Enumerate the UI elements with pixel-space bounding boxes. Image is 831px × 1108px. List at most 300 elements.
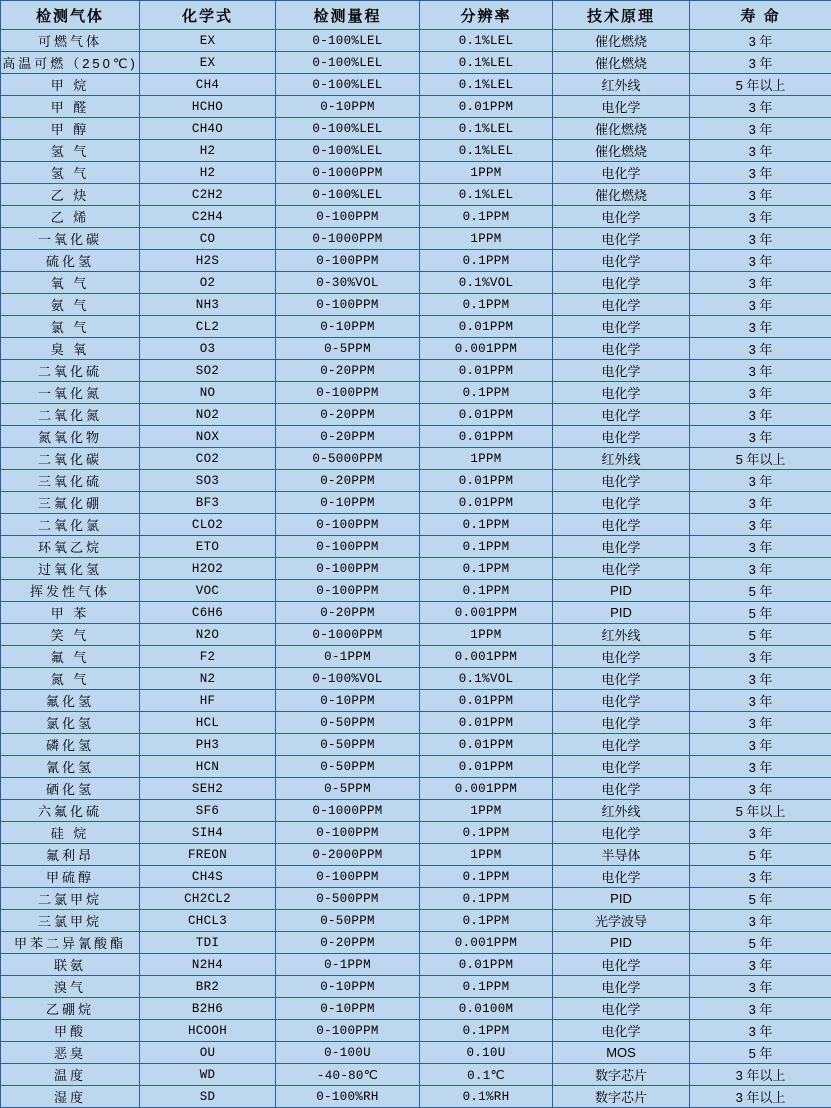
cell-lifetime: 3 年	[690, 866, 831, 888]
cell-gas-name: 臭 氧	[1, 338, 140, 360]
cell-resolution: 0.01PPM	[420, 316, 553, 338]
cell-gas-name: 磷化氢	[1, 734, 140, 756]
cell-lifetime: 3 年	[690, 822, 831, 844]
cell-technical-principle: 电化学	[553, 954, 690, 976]
cell-gas-name: 甲 醇	[1, 118, 140, 140]
cell-gas-name: 挥发性气体	[1, 580, 140, 602]
cell-detection-range: 0-100PPM	[276, 250, 420, 272]
cell-resolution: 0.01PPM	[420, 426, 553, 448]
table-row	[1, 1020, 831, 1042]
cell-gas-name: 氟 气	[1, 646, 140, 668]
column-header-lifetime: 寿 命	[690, 1, 831, 30]
cell-gas-name: 恶臭	[1, 1042, 140, 1064]
cell-lifetime: 3 年	[690, 316, 831, 338]
cell-chemical-formula: CO2	[140, 448, 276, 470]
cell-chemical-formula: CH2CL2	[140, 888, 276, 910]
table-row	[1, 470, 831, 492]
cell-detection-range: 0-100PPM	[276, 206, 420, 228]
cell-resolution: 1PPM	[420, 162, 553, 184]
cell-detection-range: 0-30%VOL	[276, 272, 420, 294]
cell-detection-range: 0-2000PPM	[276, 844, 420, 866]
cell-resolution: 0.1PPM	[420, 1020, 553, 1042]
table-row	[1, 734, 831, 756]
cell-resolution: 0.01PPM	[420, 96, 553, 118]
cell-detection-range: 0-100U	[276, 1042, 420, 1064]
cell-lifetime: 3 年	[690, 646, 831, 668]
cell-detection-range: 0-100%RH	[276, 1086, 420, 1108]
cell-gas-name: 氨 气	[1, 294, 140, 316]
cell-detection-range: 0-100PPM	[276, 580, 420, 602]
cell-detection-range: 0-100%LEL	[276, 118, 420, 140]
cell-lifetime: 3 年	[690, 514, 831, 536]
cell-lifetime: 3 年	[690, 404, 831, 426]
table-row	[1, 866, 831, 888]
cell-gas-name: 乙硼烷	[1, 998, 140, 1020]
table-row	[1, 844, 831, 866]
cell-chemical-formula: CH4O	[140, 118, 276, 140]
table-row	[1, 602, 831, 624]
cell-detection-range: 0-1PPM	[276, 954, 420, 976]
cell-gas-name: 三氟化硼	[1, 492, 140, 514]
cell-technical-principle: 电化学	[553, 426, 690, 448]
cell-resolution: 0.1%LEL	[420, 184, 553, 206]
cell-resolution: 1PPM	[420, 448, 553, 470]
cell-chemical-formula: HF	[140, 690, 276, 712]
cell-detection-range: 0-1000PPM	[276, 800, 420, 822]
cell-lifetime: 5 年以上	[690, 800, 831, 822]
cell-technical-principle: 电化学	[553, 1020, 690, 1042]
cell-gas-name: 笑 气	[1, 624, 140, 646]
cell-resolution: 0.001PPM	[420, 778, 553, 800]
cell-detection-range: 0-100PPM	[276, 866, 420, 888]
cell-resolution: 0.10U	[420, 1042, 553, 1064]
cell-technical-principle: 催化燃烧	[553, 140, 690, 162]
cell-chemical-formula: SD	[140, 1086, 276, 1108]
cell-lifetime: 3 年	[690, 778, 831, 800]
table-row	[1, 382, 831, 404]
table-row	[1, 272, 831, 294]
table-row	[1, 998, 831, 1020]
cell-resolution: 0.1%VOL	[420, 668, 553, 690]
cell-detection-range: 0-500PPM	[276, 888, 420, 910]
cell-lifetime: 3 年	[690, 690, 831, 712]
cell-lifetime: 3 年	[690, 250, 831, 272]
cell-resolution: 0.1PPM	[420, 910, 553, 932]
cell-technical-principle: 红外线	[553, 74, 690, 96]
cell-resolution: 0.01PPM	[420, 712, 553, 734]
cell-detection-range: 0-20PPM	[276, 932, 420, 954]
cell-technical-principle: 光学波导	[553, 910, 690, 932]
cell-resolution: 0.1PPM	[420, 514, 553, 536]
cell-gas-name: 湿度	[1, 1086, 140, 1108]
cell-detection-range: 0-10PPM	[276, 96, 420, 118]
cell-technical-principle: 电化学	[553, 558, 690, 580]
cell-resolution: 0.1PPM	[420, 536, 553, 558]
cell-gas-name: 氯 气	[1, 316, 140, 338]
cell-chemical-formula: SO2	[140, 360, 276, 382]
table-row	[1, 822, 831, 844]
table-row	[1, 360, 831, 382]
cell-technical-principle: 电化学	[553, 338, 690, 360]
cell-chemical-formula: SF6	[140, 800, 276, 822]
cell-resolution: 0.01PPM	[420, 404, 553, 426]
cell-detection-range: 0-100PPM	[276, 382, 420, 404]
cell-chemical-formula: C2H2	[140, 184, 276, 206]
cell-gas-name: 二氧化氯	[1, 514, 140, 536]
cell-gas-name: 硅 烷	[1, 822, 140, 844]
table-row	[1, 74, 831, 96]
cell-detection-range: 0-10PPM	[276, 316, 420, 338]
cell-resolution: 0.1PPM	[420, 866, 553, 888]
cell-resolution: 1PPM	[420, 800, 553, 822]
cell-chemical-formula: WD	[140, 1064, 276, 1086]
table-row	[1, 668, 831, 690]
table-row	[1, 888, 831, 910]
cell-chemical-formula: NO2	[140, 404, 276, 426]
cell-technical-principle: 半导体	[553, 844, 690, 866]
table-row	[1, 184, 831, 206]
cell-chemical-formula: PH3	[140, 734, 276, 756]
cell-chemical-formula: HCN	[140, 756, 276, 778]
cell-chemical-formula: CL2	[140, 316, 276, 338]
table-row	[1, 118, 831, 140]
cell-gas-name: 二氧化碳	[1, 448, 140, 470]
cell-gas-name: 甲酸	[1, 1020, 140, 1042]
cell-technical-principle: 电化学	[553, 998, 690, 1020]
cell-gas-name: 甲苯二异氰酸酯	[1, 932, 140, 954]
table-row	[1, 514, 831, 536]
cell-gas-name: 三氯甲烷	[1, 910, 140, 932]
cell-gas-name: 硫化氢	[1, 250, 140, 272]
table-row	[1, 1086, 831, 1108]
cell-lifetime: 3 年	[690, 976, 831, 998]
cell-technical-principle: 催化燃烧	[553, 52, 690, 74]
cell-resolution: 0.1%LEL	[420, 30, 553, 52]
cell-resolution: 0.1PPM	[420, 250, 553, 272]
cell-lifetime: 3 年	[690, 910, 831, 932]
cell-gas-name: 氧 气	[1, 272, 140, 294]
cell-resolution: 0.1PPM	[420, 822, 553, 844]
cell-resolution: 0.1PPM	[420, 976, 553, 998]
cell-chemical-formula: NO	[140, 382, 276, 404]
cell-gas-name: 联氨	[1, 954, 140, 976]
cell-chemical-formula: N2H4	[140, 954, 276, 976]
cell-lifetime: 5 年	[690, 888, 831, 910]
cell-technical-principle: 电化学	[553, 690, 690, 712]
cell-lifetime: 3 年	[690, 426, 831, 448]
cell-lifetime: 3 年	[690, 140, 831, 162]
cell-technical-principle: 电化学	[553, 734, 690, 756]
cell-detection-range: 0-10PPM	[276, 976, 420, 998]
cell-resolution: 0.01PPM	[420, 690, 553, 712]
cell-technical-principle: PID	[553, 888, 690, 910]
table-row	[1, 712, 831, 734]
cell-resolution: 0.1%RH	[420, 1086, 553, 1108]
cell-chemical-formula: C6H6	[140, 602, 276, 624]
cell-technical-principle: 电化学	[553, 492, 690, 514]
cell-lifetime: 3 年以上	[690, 1086, 831, 1108]
table-row	[1, 162, 831, 184]
cell-lifetime: 5 年	[690, 602, 831, 624]
cell-resolution: 0.1%LEL	[420, 140, 553, 162]
cell-technical-principle: PID	[553, 932, 690, 954]
cell-detection-range: 0-100%LEL	[276, 30, 420, 52]
cell-lifetime: 3 年	[690, 998, 831, 1020]
cell-technical-principle: 催化燃烧	[553, 118, 690, 140]
cell-chemical-formula: BF3	[140, 492, 276, 514]
cell-technical-principle: 电化学	[553, 162, 690, 184]
cell-lifetime: 3 年	[690, 382, 831, 404]
cell-gas-name: 一氧化碳	[1, 228, 140, 250]
cell-resolution: 1PPM	[420, 844, 553, 866]
cell-chemical-formula: O3	[140, 338, 276, 360]
cell-detection-range: 0-100PPM	[276, 536, 420, 558]
table-row	[1, 976, 831, 998]
cell-chemical-formula: HCL	[140, 712, 276, 734]
cell-resolution: 0.1%VOL	[420, 272, 553, 294]
cell-resolution: 0.01PPM	[420, 954, 553, 976]
column-header-formula: 化学式	[140, 1, 276, 30]
cell-lifetime: 3 年	[690, 492, 831, 514]
cell-lifetime: 3 年	[690, 52, 831, 74]
cell-lifetime: 3 年	[690, 338, 831, 360]
cell-resolution: 0.01PPM	[420, 756, 553, 778]
cell-chemical-formula: F2	[140, 646, 276, 668]
cell-technical-principle: PID	[553, 580, 690, 602]
cell-chemical-formula: TDI	[140, 932, 276, 954]
cell-gas-name: 二氧化氮	[1, 404, 140, 426]
cell-detection-range: 0-100%LEL	[276, 184, 420, 206]
cell-chemical-formula: SO3	[140, 470, 276, 492]
cell-technical-principle: 电化学	[553, 668, 690, 690]
table-row	[1, 206, 831, 228]
cell-detection-range: 0-20PPM	[276, 426, 420, 448]
cell-detection-range: 0-20PPM	[276, 360, 420, 382]
cell-resolution: 0.01PPM	[420, 734, 553, 756]
cell-detection-range: 0-1000PPM	[276, 228, 420, 250]
table-body	[1, 30, 831, 1108]
table-row	[1, 140, 831, 162]
cell-chemical-formula: BR2	[140, 976, 276, 998]
cell-gas-name: 三氧化硫	[1, 470, 140, 492]
cell-technical-principle: 红外线	[553, 448, 690, 470]
cell-technical-principle: 催化燃烧	[553, 184, 690, 206]
cell-technical-principle: 红外线	[553, 624, 690, 646]
cell-gas-name: 乙 烯	[1, 206, 140, 228]
cell-resolution: 0.001PPM	[420, 932, 553, 954]
cell-gas-name: 甲 烷	[1, 74, 140, 96]
table-row	[1, 580, 831, 602]
table-row	[1, 250, 831, 272]
table-row	[1, 910, 831, 932]
cell-detection-range: 0-50PPM	[276, 910, 420, 932]
cell-gas-name: 二氧化硫	[1, 360, 140, 382]
column-header-gas: 检测气体	[1, 1, 140, 30]
cell-resolution: 0.1PPM	[420, 888, 553, 910]
cell-gas-name: 甲 苯	[1, 602, 140, 624]
table-row	[1, 536, 831, 558]
table-row	[1, 492, 831, 514]
table-row	[1, 646, 831, 668]
cell-technical-principle: 电化学	[553, 866, 690, 888]
cell-detection-range: 0-1000PPM	[276, 162, 420, 184]
cell-lifetime: 3 年	[690, 228, 831, 250]
cell-gas-name: 可燃气体	[1, 30, 140, 52]
cell-resolution: 0.001PPM	[420, 338, 553, 360]
cell-detection-range: 0-1000PPM	[276, 624, 420, 646]
cell-detection-range: -40-80℃	[276, 1064, 420, 1086]
cell-chemical-formula: FREON	[140, 844, 276, 866]
table-row	[1, 1042, 831, 1064]
cell-detection-range: 0-100PPM	[276, 822, 420, 844]
table-row	[1, 778, 831, 800]
cell-technical-principle: 数字芯片	[553, 1086, 690, 1108]
table-row	[1, 228, 831, 250]
cell-technical-principle: 电化学	[553, 206, 690, 228]
table-row	[1, 338, 831, 360]
cell-detection-range: 0-100%LEL	[276, 140, 420, 162]
cell-technical-principle: 电化学	[553, 294, 690, 316]
cell-resolution: 0.1PPM	[420, 206, 553, 228]
cell-lifetime: 5 年	[690, 624, 831, 646]
cell-detection-range: 0-5PPM	[276, 778, 420, 800]
cell-lifetime: 3 年	[690, 470, 831, 492]
table-row	[1, 624, 831, 646]
cell-technical-principle: 电化学	[553, 514, 690, 536]
cell-technical-principle: 电化学	[553, 470, 690, 492]
cell-gas-name: 甲 醛	[1, 96, 140, 118]
cell-resolution: 0.1PPM	[420, 558, 553, 580]
table-row	[1, 404, 831, 426]
cell-resolution: 0.001PPM	[420, 602, 553, 624]
cell-gas-name: 一氧化氮	[1, 382, 140, 404]
cell-technical-principle: 电化学	[553, 228, 690, 250]
cell-resolution: 0.01PPM	[420, 360, 553, 382]
cell-resolution: 0.01PPM	[420, 470, 553, 492]
cell-chemical-formula: H2O2	[140, 558, 276, 580]
cell-detection-range: 0-20PPM	[276, 602, 420, 624]
column-header-principle: 技术原理	[553, 1, 690, 30]
cell-detection-range: 0-50PPM	[276, 734, 420, 756]
cell-detection-range: 0-100%LEL	[276, 52, 420, 74]
cell-chemical-formula: NH3	[140, 294, 276, 316]
cell-technical-principle: 电化学	[553, 712, 690, 734]
table-row	[1, 426, 831, 448]
cell-gas-name: 温度	[1, 1064, 140, 1086]
cell-resolution: 0.1%LEL	[420, 74, 553, 96]
cell-gas-name: 氮 气	[1, 668, 140, 690]
cell-lifetime: 3 年	[690, 206, 831, 228]
cell-resolution: 0.1PPM	[420, 294, 553, 316]
cell-detection-range: 0-10PPM	[276, 690, 420, 712]
cell-chemical-formula: NOX	[140, 426, 276, 448]
cell-technical-principle: 电化学	[553, 272, 690, 294]
cell-detection-range: 0-100PPM	[276, 294, 420, 316]
cell-technical-principle: 电化学	[553, 778, 690, 800]
cell-gas-name: 甲硫醇	[1, 866, 140, 888]
cell-lifetime: 5 年以上	[690, 74, 831, 96]
cell-gas-name: 高温可燃（250℃)	[1, 52, 140, 74]
cell-lifetime: 3 年	[690, 96, 831, 118]
table-row	[1, 294, 831, 316]
cell-resolution: 0.1PPM	[420, 580, 553, 602]
cell-technical-principle: 电化学	[553, 382, 690, 404]
cell-chemical-formula: CLO2	[140, 514, 276, 536]
cell-resolution: 1PPM	[420, 624, 553, 646]
cell-lifetime: 3 年	[690, 954, 831, 976]
cell-chemical-formula: N2	[140, 668, 276, 690]
cell-chemical-formula: N2O	[140, 624, 276, 646]
cell-detection-range: 0-5000PPM	[276, 448, 420, 470]
cell-lifetime: 3 年	[690, 734, 831, 756]
table-row	[1, 448, 831, 470]
cell-lifetime: 3 年	[690, 536, 831, 558]
column-header-range: 检测量程	[276, 1, 420, 30]
table-row	[1, 690, 831, 712]
cell-chemical-formula: H2	[140, 162, 276, 184]
cell-technical-principle: 电化学	[553, 822, 690, 844]
cell-lifetime: 5 年	[690, 844, 831, 866]
cell-lifetime: 5 年	[690, 580, 831, 602]
table-header-row	[1, 1, 831, 30]
cell-detection-range: 0-100PPM	[276, 514, 420, 536]
cell-detection-range: 0-50PPM	[276, 712, 420, 734]
cell-resolution: 0.01PPM	[420, 492, 553, 514]
cell-lifetime: 5 年	[690, 932, 831, 954]
cell-detection-range: 0-100%VOL	[276, 668, 420, 690]
cell-chemical-formula: CHCL3	[140, 910, 276, 932]
cell-technical-principle: 电化学	[553, 756, 690, 778]
cell-lifetime: 3 年	[690, 30, 831, 52]
cell-detection-range: 0-100%LEL	[276, 74, 420, 96]
cell-technical-principle: 电化学	[553, 536, 690, 558]
cell-lifetime: 5 年以上	[690, 448, 831, 470]
cell-chemical-formula: SIH4	[140, 822, 276, 844]
cell-gas-name: 氟利昂	[1, 844, 140, 866]
cell-chemical-formula: O2	[140, 272, 276, 294]
table-row	[1, 52, 831, 74]
cell-chemical-formula: B2H6	[140, 998, 276, 1020]
cell-lifetime: 3 年	[690, 712, 831, 734]
cell-detection-range: 0-1PPM	[276, 646, 420, 668]
table-row	[1, 756, 831, 778]
cell-chemical-formula: CO	[140, 228, 276, 250]
cell-resolution: 0.1%LEL	[420, 52, 553, 74]
cell-detection-range: 0-100PPM	[276, 558, 420, 580]
cell-chemical-formula: C2H4	[140, 206, 276, 228]
cell-lifetime: 3 年	[690, 272, 831, 294]
cell-technical-principle: 电化学	[553, 96, 690, 118]
cell-resolution: 0.1℃	[420, 1064, 553, 1086]
cell-resolution: 0.001PPM	[420, 646, 553, 668]
cell-chemical-formula: CH4	[140, 74, 276, 96]
cell-technical-principle: 数字芯片	[553, 1064, 690, 1086]
cell-chemical-formula: CH4S	[140, 866, 276, 888]
cell-technical-principle: 电化学	[553, 250, 690, 272]
cell-lifetime: 3 年以上	[690, 1064, 831, 1086]
cell-technical-principle: 电化学	[553, 646, 690, 668]
cell-chemical-formula: VOC	[140, 580, 276, 602]
cell-chemical-formula: H2S	[140, 250, 276, 272]
cell-lifetime: 3 年	[690, 558, 831, 580]
cell-lifetime: 3 年	[690, 756, 831, 778]
cell-lifetime: 3 年	[690, 294, 831, 316]
cell-detection-range: 0-100PPM	[276, 1020, 420, 1042]
cell-gas-name: 氮氧化物	[1, 426, 140, 448]
cell-technical-principle: 电化学	[553, 976, 690, 998]
table-row	[1, 954, 831, 976]
cell-gas-name: 氰化氢	[1, 756, 140, 778]
